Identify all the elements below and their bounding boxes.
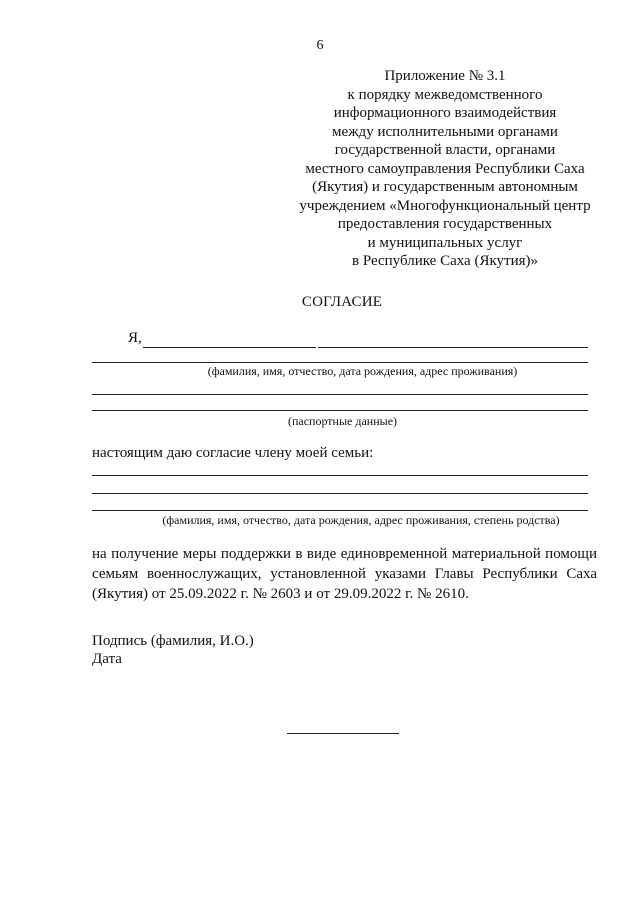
appendix-line: государственной власти, органами (334, 142, 556, 158)
appendix-line: учреждением «Многофункциональный центр (299, 197, 591, 214)
appendix-line: между исполнительными органами (332, 123, 558, 140)
applicant-name-line (318, 347, 588, 348)
appendix-line: Приложение № 3.1 (384, 68, 506, 84)
closing-divider (287, 733, 399, 734)
applicant-passport-line (92, 410, 588, 411)
applicant-name-line (92, 362, 588, 363)
applicant-person-caption: (фамилия, имя, отчество, дата рождения, адрес проживания) (207, 364, 518, 378)
family-member-line (92, 493, 588, 494)
appendix-line: к порядку межведомственного (347, 86, 543, 103)
applicant-passport-line (92, 394, 588, 395)
family-member-line (92, 475, 588, 476)
signature-block (92, 632, 254, 668)
family-member-line (92, 510, 588, 511)
applicant-name-line (143, 347, 316, 348)
signature-label: Подпись (фамилия, И.О.) (92, 633, 254, 649)
applicant-passport-caption: (паспортные данные) (287, 414, 398, 428)
page-number: 6 (316, 38, 324, 53)
appendix-line: информационного взаимодействия (333, 105, 557, 121)
appendix-line: (Якутия) и государственным автономным (312, 179, 578, 195)
document-title: СОГЛАСИЕ (301, 294, 383, 310)
appendix-line: и муниципальных услуг (367, 234, 523, 251)
family-member-caption: (фамилия, имя, отчество, дата рождения, адрес проживания, степень родства) (162, 513, 560, 527)
consent-intro: настоящим даю согласие члену моей семьи: (92, 445, 374, 461)
appendix-line: предоставления государственных (337, 216, 553, 232)
appendix-header (270, 67, 620, 271)
appendix-line: в Республике Саха (Якутия)» (351, 253, 538, 269)
appendix-line: местного самоуправления Республики Саха (305, 160, 585, 177)
applicant-prefix: Я, (128, 330, 142, 346)
purpose-paragraph: на получение меры поддержки в виде единовременной материальной помощи семьям военнослужащих, установленной указами Главы Республики Саха (Якутия) от 25.09.2022 г. № 2603 и от 29.09.2022 г. № 2610. (92, 546, 597, 602)
date-label: Дата (92, 651, 122, 667)
